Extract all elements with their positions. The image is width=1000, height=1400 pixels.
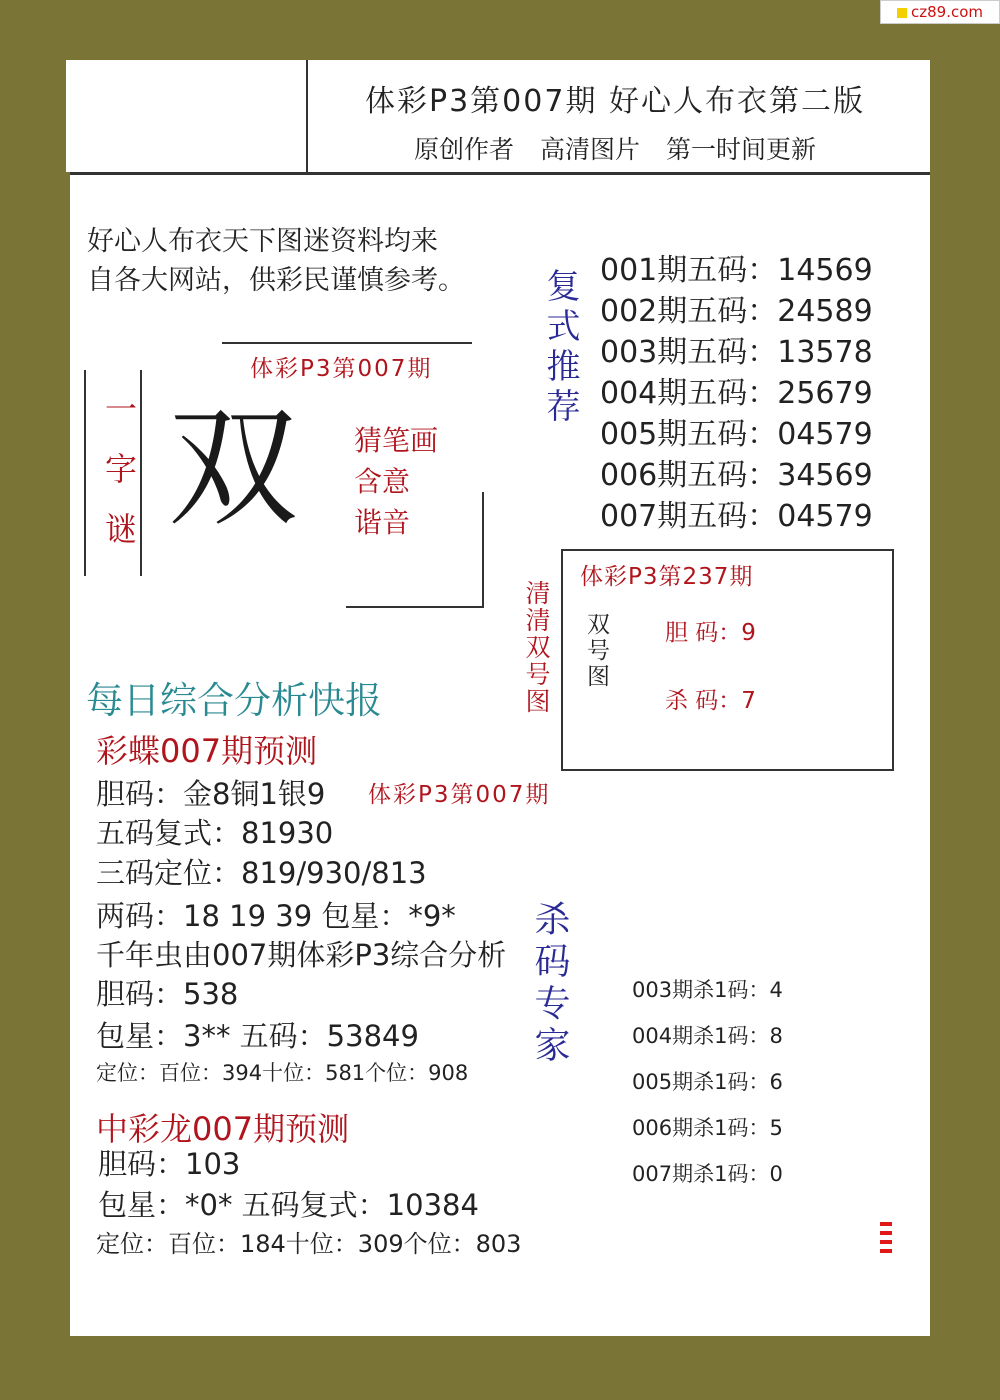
riddle-right-rule: [482, 492, 484, 608]
intro-line-1: 好心人布衣天下图迷资料均来: [87, 226, 438, 257]
zhongcailong-dingwei: 定位：百位：184十位：309个位：803: [96, 1230, 522, 1258]
riddle-bottom-rule: [346, 606, 484, 608]
caidie-liangma: 两码：18 19 39 包星：*9*: [96, 899, 456, 933]
riddle-hint: 猜笔画: [354, 424, 439, 457]
wuma-item: 006期五码：34569: [600, 458, 873, 493]
qiannian-title: 千年虫由007期体彩P3综合分析: [96, 938, 507, 972]
zhongcailong-dan: 胆码：103: [98, 1147, 241, 1181]
site-badge[interactable]: [880, 0, 1000, 24]
qiannian-dingwei: 定位：百位：394十位：581个位：908: [96, 1061, 469, 1085]
riddle-left-rule: [84, 370, 86, 576]
dan-code: 胆 码：9: [665, 620, 756, 646]
riddle-header: 体彩P3第007期: [250, 356, 433, 382]
qiannian-dan: 胆码：538: [96, 977, 239, 1011]
page-title: 体彩P3第007期 好心人布衣第二版: [365, 84, 865, 119]
period-237-header: 体彩P3第237期: [580, 564, 754, 590]
kill-item: 003期杀1码：4: [632, 978, 783, 1002]
kill-item: 007期杀1码：0: [632, 1162, 783, 1186]
badge-square-icon: [897, 8, 907, 18]
wuma-item: 002期五码：24589: [600, 294, 873, 329]
caidie-sanma: 三码定位：819/930/813: [96, 856, 427, 890]
riddle-label: 一字谜: [100, 392, 138, 572]
site-badge-text: cz89.com: [910, 3, 983, 21]
fushi-label: 复式推荐: [540, 268, 580, 428]
wuma-item: 001期五码：14569: [600, 253, 873, 288]
riddle-top-rule: [222, 342, 472, 344]
wuma-item: 005期五码：04579: [600, 417, 873, 452]
qingqing-label: 清清双号图: [522, 580, 551, 715]
wuma-item: 004期五码：25679: [600, 376, 873, 411]
kill-item: 005期杀1码：6: [632, 1070, 783, 1094]
qiannian-baoxing: 包星：3** 五码：53849: [96, 1019, 419, 1053]
kill-item: 006期杀1码：5: [632, 1116, 783, 1140]
shama-label: 杀码专家: [529, 900, 570, 1068]
kuaibao-title: 每日综合分析快报: [86, 679, 382, 722]
riddle-hint: 谐音: [354, 506, 411, 539]
caidie-dan: 胆码：金8铜1银9: [96, 777, 326, 811]
zhongcailong-title: 中彩龙007期预测: [96, 1110, 350, 1148]
riddle-character: 双: [168, 392, 299, 544]
double-number-label: 双号图: [583, 612, 609, 690]
kill-item: 004期杀1码：8: [632, 1024, 783, 1048]
wuma-list: [600, 250, 873, 537]
red-bars-icon: [880, 1222, 892, 1258]
intro-line-2: 自各大网站，供彩民谨慎参考。: [87, 265, 465, 296]
wuma-item: 003期五码：13578: [600, 335, 873, 370]
sha-code: 杀 码：7: [665, 688, 756, 714]
caidie-wuma: 五码复式：81930: [96, 816, 334, 850]
caidie-title: 彩蝶007期预测: [96, 732, 318, 770]
header-divider: [70, 172, 930, 175]
intro-text: [87, 222, 507, 300]
page-subtitle: 原创作者 高清图片 第一时间更新: [414, 135, 816, 164]
riddle-hint: 含意: [354, 465, 411, 498]
riddle-hints: [354, 420, 438, 543]
p3-label-2: 体彩P3第007期: [368, 782, 551, 808]
zhongcailong-baoxing: 包星：*0* 五码复式：10384: [98, 1188, 479, 1222]
wuma-item: 007期五码：04579: [600, 499, 873, 534]
header-blank-panel: [66, 60, 308, 172]
kill-list: [632, 967, 783, 1197]
